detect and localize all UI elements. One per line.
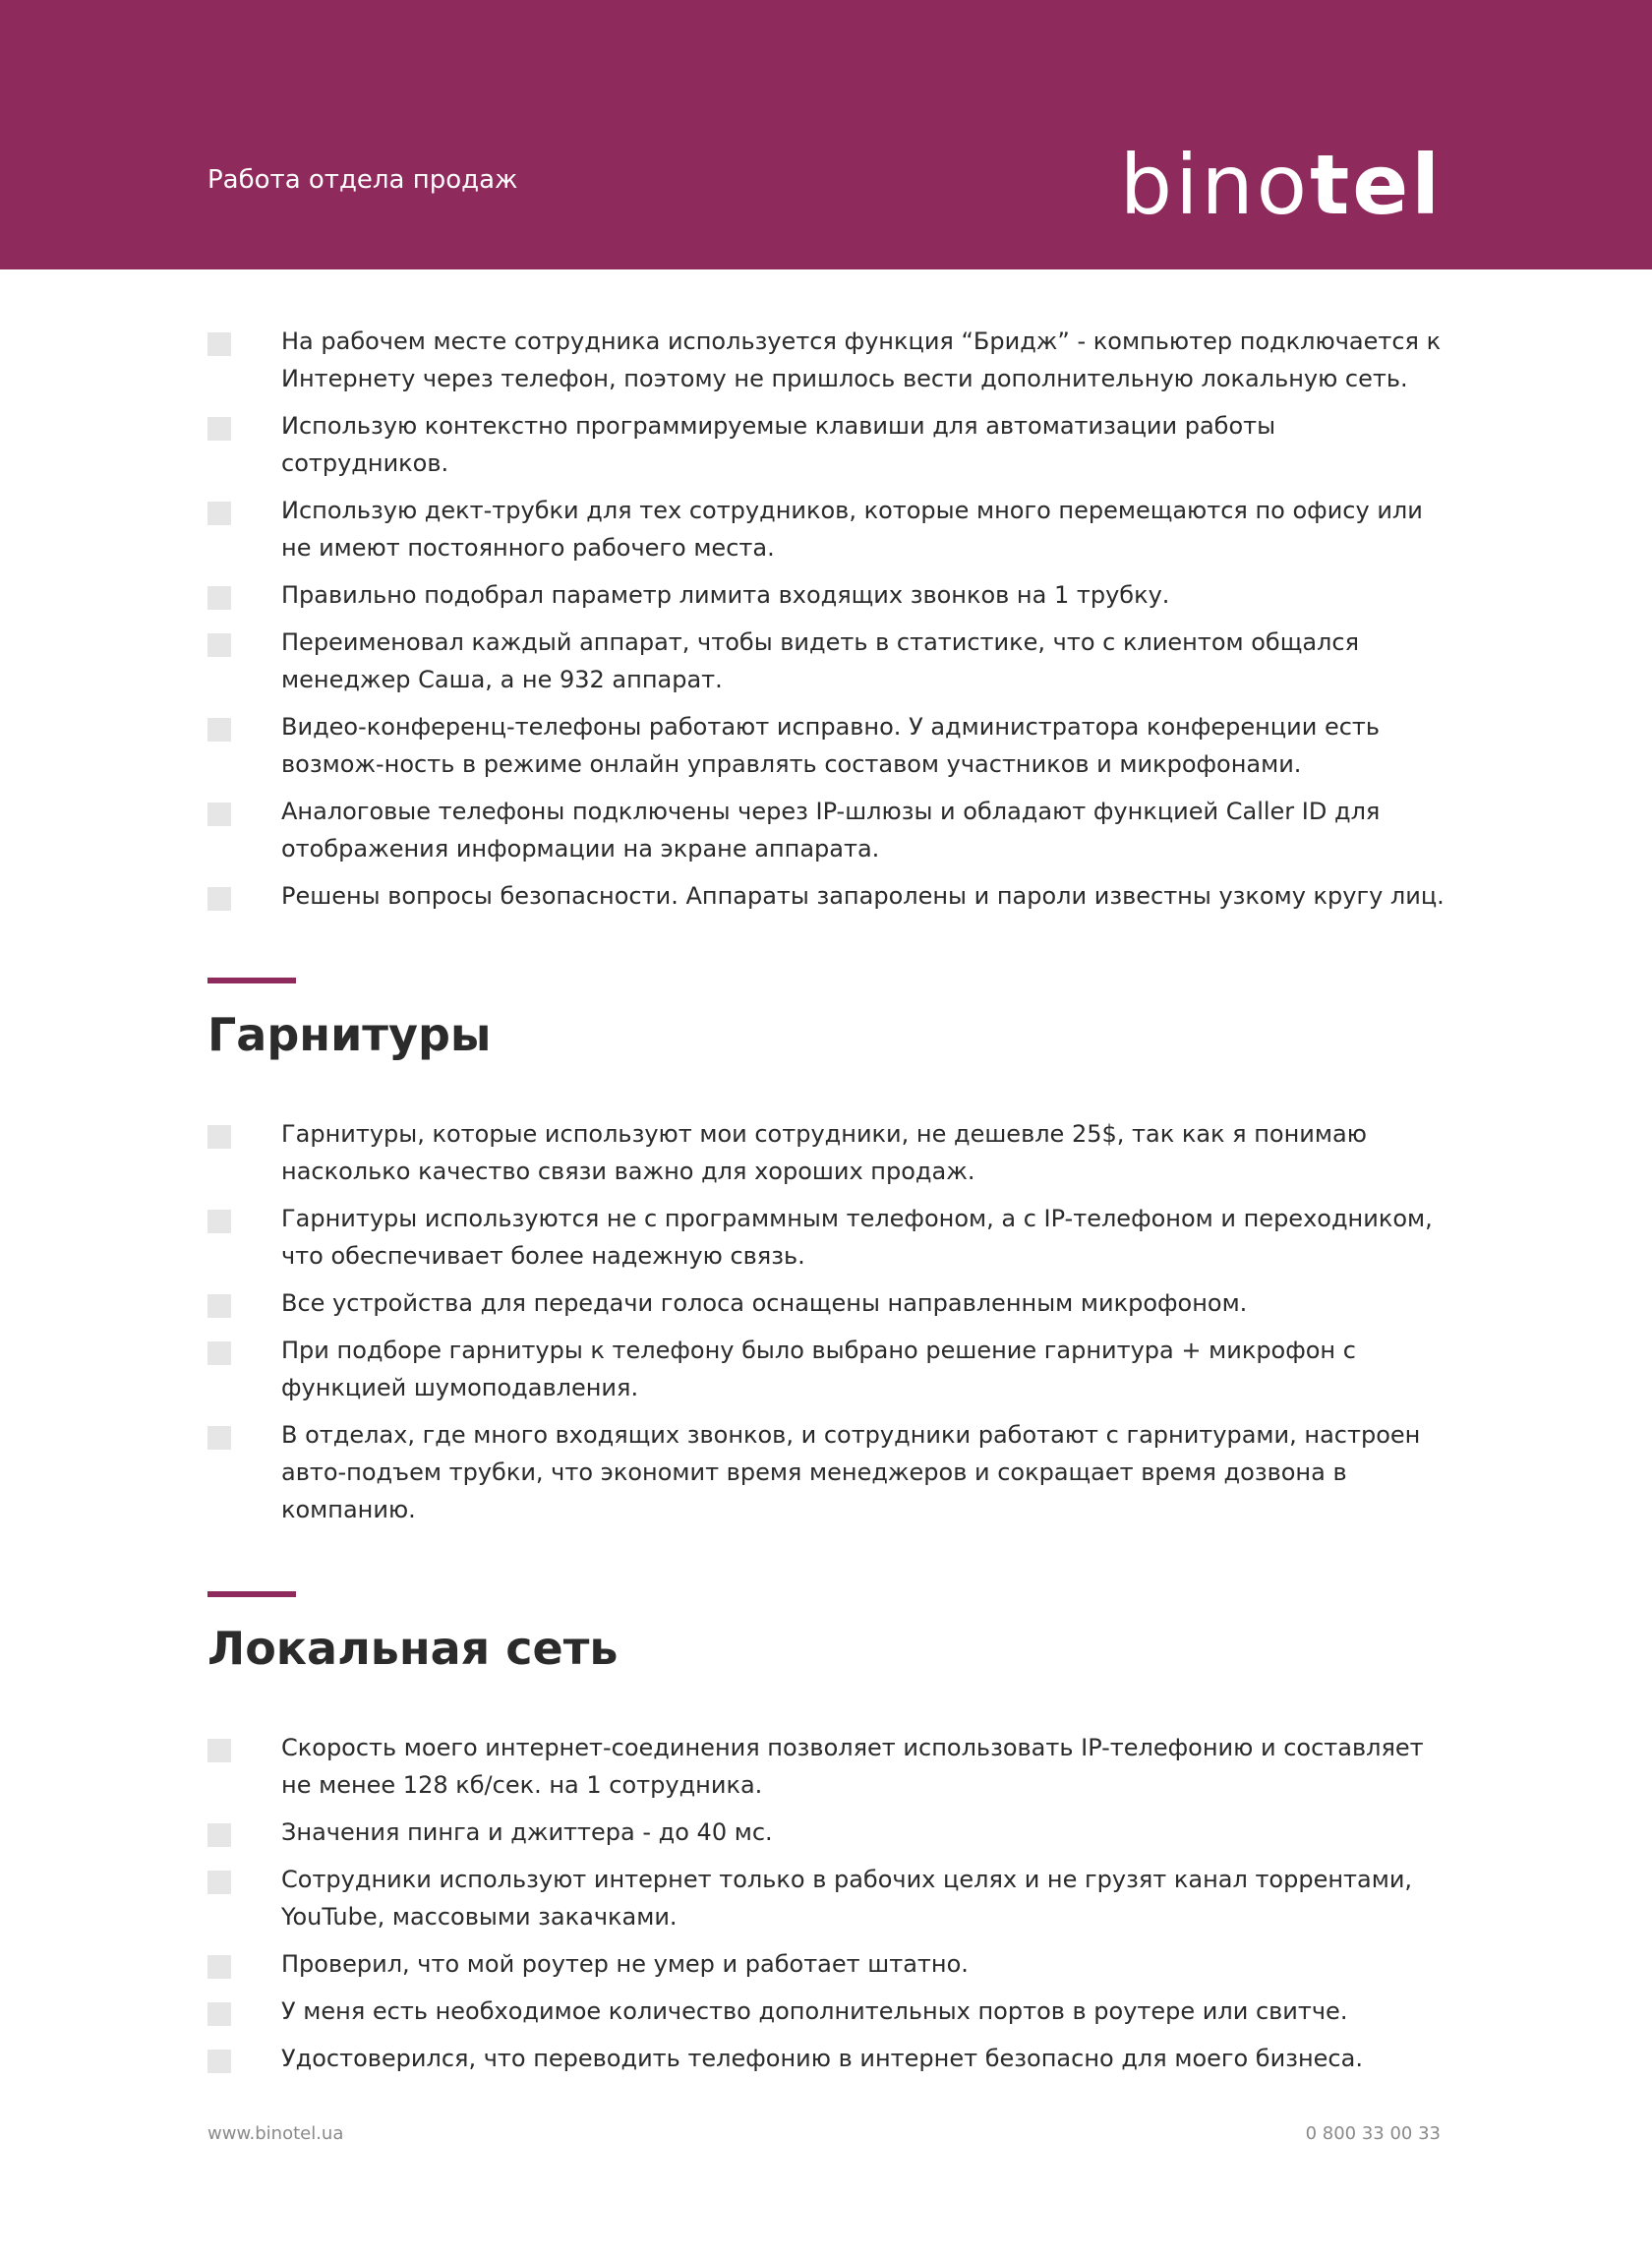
checkbox[interactable] [207,1341,231,1365]
checkbox[interactable] [207,1210,231,1233]
checklist-item-text: Использую дект-трубки для тех сотрудников, которые много перемещаются по офису или не имеют постоянного рабочего места. [281,497,1423,562]
checkbox[interactable] [207,1739,231,1762]
checkbox[interactable] [207,1294,231,1318]
checklist-item-text: Значения пинга и джиттера - до 40 мс. [281,1818,773,1846]
checklist-item-text: Все устройства для передачи голоса оснащены направленным микрофоном. [281,1289,1248,1317]
checklist-item-text: Использую контекстно программируемые клавиши для автоматизации работы сотрудников. [281,412,1276,477]
checklist-item [207,708,1448,783]
footer-phone: 0 800 33 00 33 [1305,2123,1441,2144]
checklist-item [207,793,1448,867]
section-headsets [207,978,1448,1528]
checkbox[interactable] [207,1955,231,1979]
checkbox[interactable] [207,417,231,441]
checkbox[interactable] [207,887,231,911]
checkbox[interactable] [207,2050,231,2073]
checklist-item-text: Решены вопросы безопасности. Аппараты запаролены и пароли известны узкому кругу лиц. [281,882,1445,910]
checklist-item-text: У меня есть необходимое количество дополнительных портов в роутере или свитче. [281,1997,1348,2025]
footer-website[interactable]: www.binotel.ua [207,2123,344,2144]
checklist-item-text: При подборе гарнитуры к телефону было выбрано решение гарнитура + микрофон с функцией шумоподавления. [281,1337,1356,1401]
checklist-item [207,407,1448,482]
checklist-content [207,323,1448,2087]
checklist-item [207,1814,1448,1851]
checkbox[interactable] [207,633,231,657]
checklist-item-text: Удостоверился, что переводить телефонию в интернет безопасно для моего бизнеса. [281,2045,1363,2072]
checklist-item-text: Скорость моего интернет-соединения позволяет использовать IP-телефонию и составляет не менее 128 кб/сек. на 1 сотрудника. [281,1734,1424,1799]
logo-bold-part: tel [1310,137,1443,233]
checkbox[interactable] [207,332,231,356]
logo-regular-part: bino [1119,137,1311,233]
checkbox[interactable] [207,803,231,826]
section-accent-bar [207,978,296,983]
checkbox[interactable] [207,586,231,610]
header-title: Работа отдела продаж [207,165,518,195]
checklist-item [207,323,1448,397]
checklist-item-text: Правильно подобрал параметр лимита входящих звонков на 1 трубку. [281,581,1170,609]
checklist-item [207,1284,1448,1322]
section-accent-bar [207,1591,296,1597]
checkbox[interactable] [207,502,231,525]
checklist-item [207,492,1448,566]
checkbox[interactable] [207,718,231,742]
headsets-checklist [207,1115,1448,1528]
checkbox[interactable] [207,1871,231,1894]
checklist-item-text: В отделах, где много входящих звонков, и сотрудники работают с гарнитурами, настроен авто-подъем трубки, что экономит время менеджеров и сокращает время дозвона в компанию. [281,1421,1421,1523]
section-local-network [207,1591,1448,2077]
checklist-item [207,576,1448,614]
checklist-item [207,1993,1448,2030]
checklist-item [207,1729,1448,1804]
checklist-item-text: Гарнитуры используются не с программным телефоном, а с IP-телефоном и переходником, что обеспечивает более надежную связь. [281,1205,1433,1270]
checklist-item [207,1200,1448,1275]
checklist-item [207,1332,1448,1406]
checkbox[interactable] [207,1823,231,1847]
checkbox[interactable] [207,1426,231,1450]
checklist-item [207,1416,1448,1528]
checklist-item-text: Сотрудники используют интернет только в рабочих целях и не грузят канал торрентами, YouTube, массовыми закачками. [281,1866,1413,1931]
checklist-item-text: Переименовал каждый аппарат, чтобы видеть в статистике, что с клиентом общался менеджер Саша, а не 932 аппарат. [281,628,1360,693]
checklist-item [207,1115,1448,1190]
network-checklist [207,1729,1448,2077]
checklist-item [207,1945,1448,1983]
checklist-item-text: Проверил, что мой роутер не умер и работает штатно. [281,1950,969,1978]
section-title: Гарнитуры [207,1008,492,1061]
section-title: Локальная сеть [207,1622,619,1675]
page-header [0,0,1652,269]
checkbox[interactable] [207,2002,231,2026]
checklist-item [207,2040,1448,2077]
checklist-item [207,877,1448,915]
checklist-item-text: На рабочем месте сотрудника используется функция “Бридж” - компьютер подключается к Интернету через телефон, поэтому не пришлось вести дополнительную локальную сеть. [281,327,1442,392]
checklist-item [207,1861,1448,1935]
checkbox[interactable] [207,1125,231,1149]
checklist-item [207,624,1448,698]
checklist-item-text: Видео-конференц-телефоны работают исправно. У администратора конференции есть возмож-ность в режиме онлайн управлять составом участников и микрофонами. [281,713,1381,778]
checklist-item-text: Аналоговые телефоны подключены через IP-шлюзы и обладают функцией Caller ID для отображения информации на экране аппарата. [281,798,1381,863]
binotel-logo [1120,136,1443,234]
checklist-item-text: Гарнитуры, которые используют мои сотрудники, не дешевле 25$, так как я понимаю насколько качество связи важно для хороших продаж. [281,1120,1367,1185]
intro-checklist [207,323,1448,915]
